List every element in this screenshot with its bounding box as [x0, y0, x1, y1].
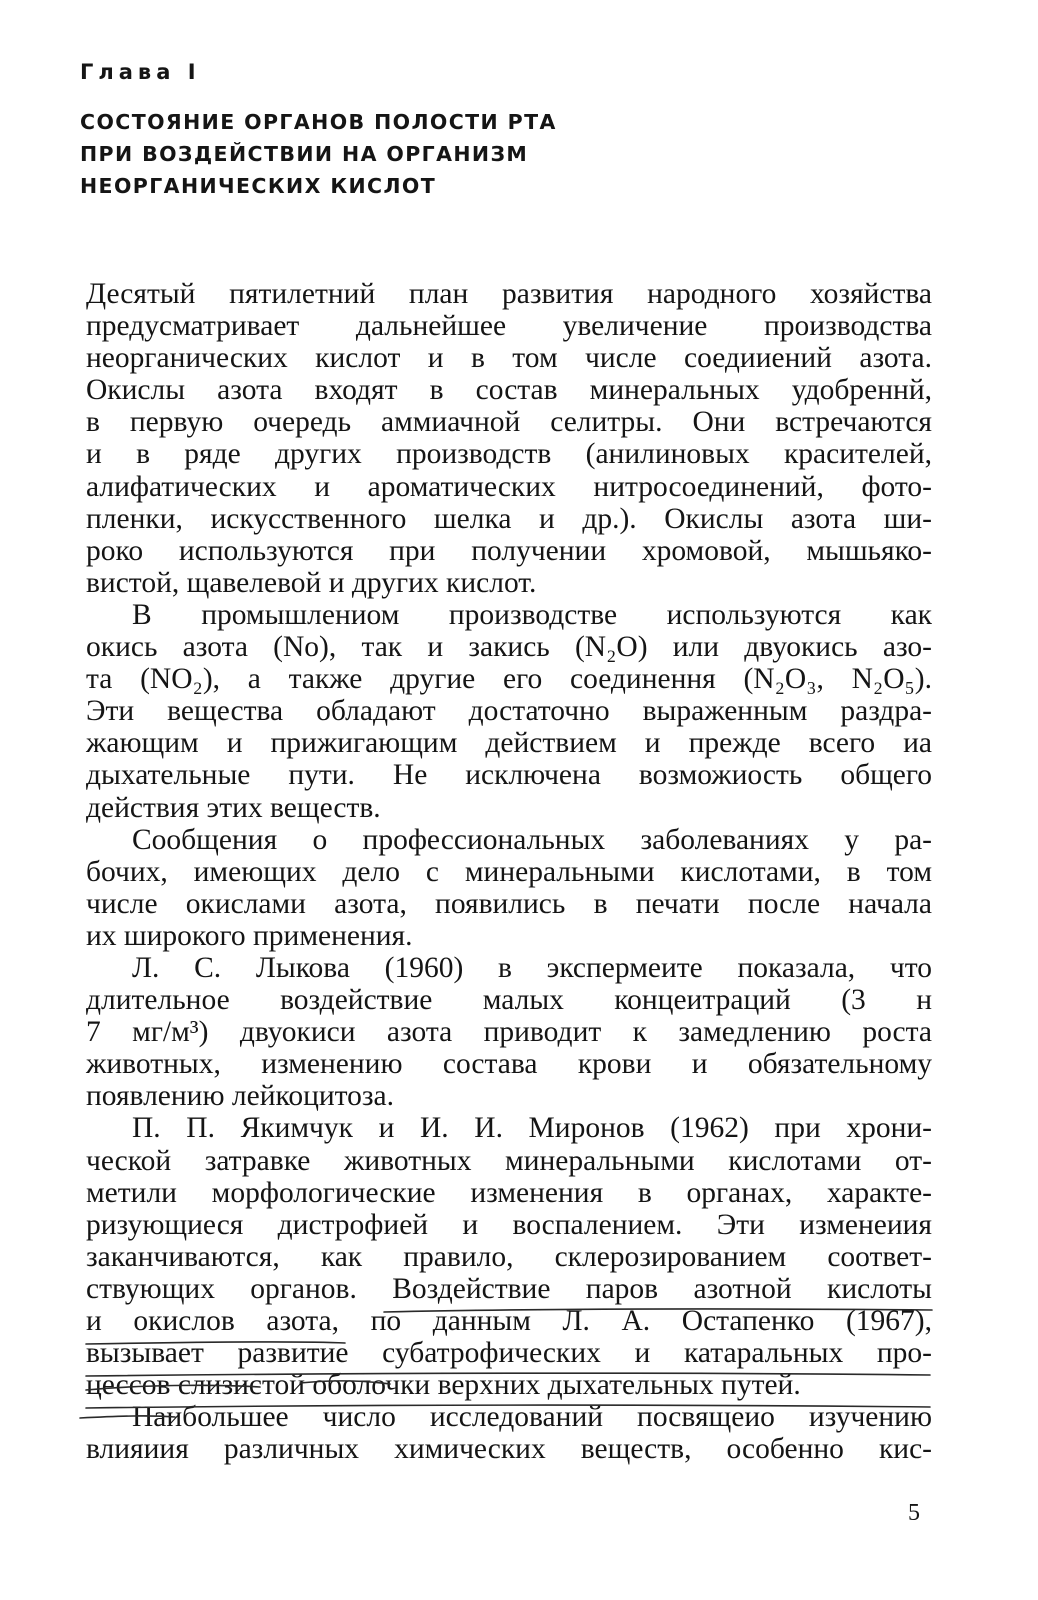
text-line: животных, изменению состава крови и обязательному	[86, 1048, 932, 1081]
text-line: их широкого применения.	[86, 919, 413, 952]
body-text	[86, 278, 932, 1465]
text-line: алифатических и ароматических нитросоединений, фото-	[86, 470, 932, 503]
text-line: действия этих веществ.	[86, 791, 381, 824]
text-line: Наибольшее число исследований посвящеио изучению	[132, 1401, 932, 1434]
text-line: цессов слизистой оболочки верхних дыхательных путей.	[86, 1369, 801, 1402]
text-line: Эти вещества обладают достаточно выраженным раздра-	[86, 695, 932, 728]
text-line: ризующиеся дистрофией и воспалением. Эти изменеиия	[86, 1208, 932, 1241]
text-line: ствующих органов. Воздействие паров азотной кислоты	[86, 1272, 932, 1305]
page-number: 5	[908, 1500, 920, 1526]
text-line: В промышлениом производстве используются как	[132, 598, 932, 631]
text-line: окись азота (No), так и закись (N₂O) или двуокись азо-	[86, 631, 932, 664]
text-line: в первую очередь аммиачной селитры. Они встречаются	[86, 406, 932, 439]
text-line: дыхательные пути. Не исключена возможиость общего	[86, 759, 932, 792]
text-line: неорганических кислот и в том числе соедииений азота.	[86, 342, 932, 375]
text-line: пленки, искусственного шелка и др.). Окислы азота ши-	[86, 502, 932, 535]
text-line: длительное воздействие малых концеитраций (3 н	[86, 984, 932, 1017]
text-line: бочих, имеющих дело с минеральными кислотами, в том	[86, 855, 932, 888]
chapter-title-line: СОСТОЯНИЕ ОРГАНОВ ПОЛОСТИ РТА	[80, 110, 557, 134]
chapter-title-line: НЕОРГАНИЧЕСКИХ КИСЛОТ	[80, 174, 437, 198]
text-line: влияиия различных химических веществ, особенно кис-	[86, 1433, 932, 1466]
chapter-title-line: ПРИ ВОЗДЕЙСТВИИ НА ОРГАНИЗМ	[80, 142, 529, 166]
chapter-label: Глава I	[80, 60, 201, 84]
text-line: Окислы азота входят в состав минеральных удобреннй,	[86, 374, 932, 407]
text-line: П. П. Якимчук и И. И. Миронов (1962) при хрони-	[132, 1112, 932, 1145]
text-line: и в ряде других производств (анилиновых красителей,	[86, 438, 932, 471]
text-line: появлению лейкоцитоза.	[86, 1080, 395, 1113]
text-line: жающим и прижигающим действием и прежде всего иа	[86, 727, 932, 760]
chapter-title	[80, 106, 557, 202]
text-line: и окислов азота, по данным Л. А. Остапенко (1967),	[86, 1305, 932, 1337]
text-line: метили морфологические изменения в органах, характе-	[86, 1176, 932, 1209]
text-line: числе окислами азота, появились в печати после начала	[86, 887, 932, 920]
text-line: роко используются при получении хромовой, мышьяко-	[86, 534, 932, 567]
text-line: вызывает развитие субатрофических и катаральных про-	[86, 1337, 932, 1370]
text-line: Сообщения о профессиональных заболеваниях у ра-	[132, 823, 932, 856]
text-line: та (NO₂), а также другие его соединення (N₂O₃, N₂O₅).	[86, 663, 932, 696]
text-line: Десятый пятилетний план развития народного хозяйства	[86, 278, 932, 310]
text-line: вистой, щавелевой и других кислот.	[86, 566, 537, 599]
text-line: 7 мг/м³) двуокиси азота приводит к замедлению роста	[86, 1016, 932, 1049]
text-line: Л. С. Лыкова (1960) в экспермеите показала, что	[132, 951, 932, 984]
text-line: предусматривает дальнейшее увеличение производства	[86, 310, 932, 343]
text-line: ческой затравке животных минеральными кислотами от-	[86, 1144, 932, 1177]
text-line: заканчиваются, как правило, склерозированием соответ-	[86, 1240, 932, 1273]
